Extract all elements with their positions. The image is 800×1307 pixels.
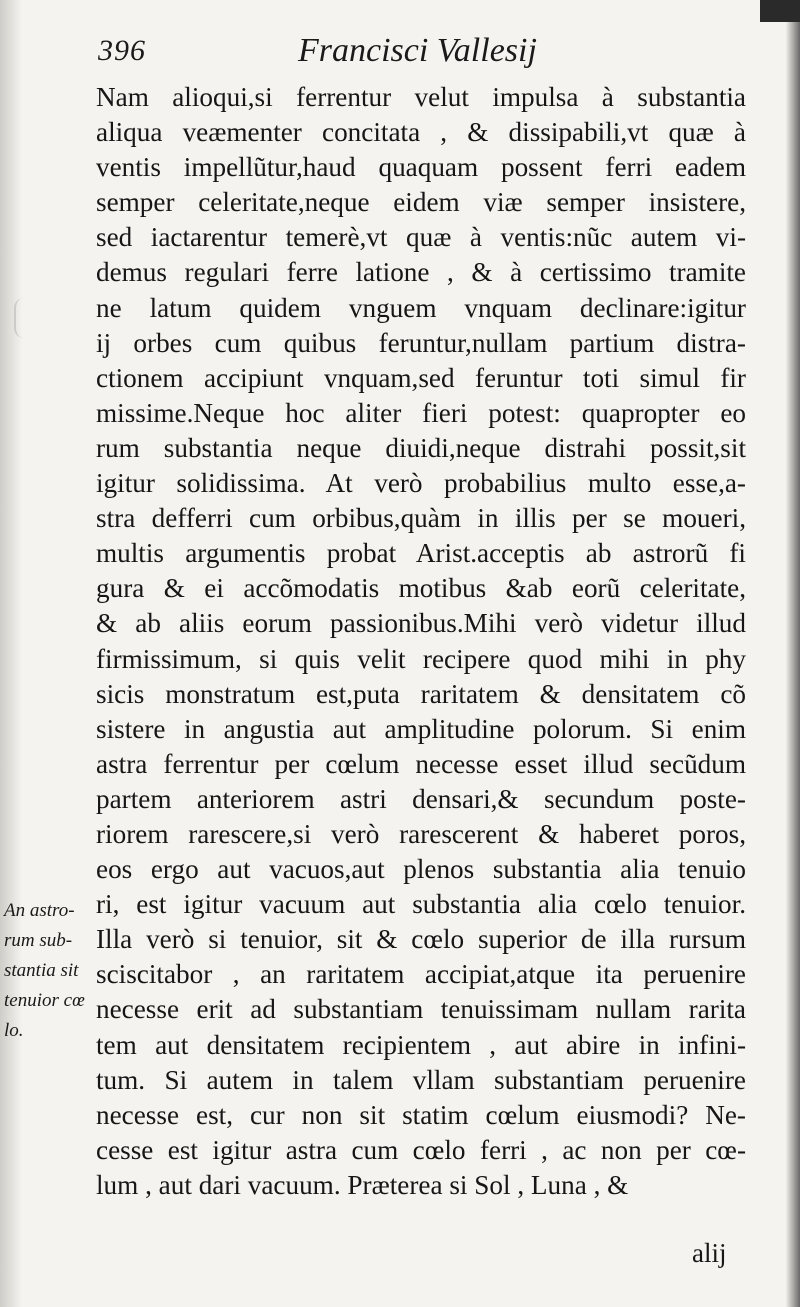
text-line: eos ergo aut vacuos,aut plenos substantia alia tenuio bbox=[96, 854, 746, 885]
text-line: semper celeritate,neque eidem viæ semper insistere, bbox=[96, 187, 746, 218]
marginal-note-line: lo. bbox=[4, 1020, 24, 1041]
text-line: sistere in angustia aut amplitudine polorum. Si enim bbox=[96, 713, 746, 744]
text-line: tem aut densitatem recipientem , aut abire in infini- bbox=[96, 1029, 746, 1060]
page-number: 396 bbox=[98, 34, 146, 67]
text-line: riorem rarescere,si verò rarescerent & haberet poros, bbox=[96, 818, 746, 849]
text-line: Illa verò si tenuior, sit & cœlo superior de illa rursum bbox=[96, 924, 746, 955]
catchword: alij bbox=[692, 1238, 727, 1268]
page-header bbox=[98, 26, 738, 76]
text-line: ventis impellũtur,haud quaquam possent ferri eadem bbox=[96, 152, 746, 183]
text-line: tum. Si autem in talem vllam substantiam peruenire bbox=[96, 1064, 746, 1095]
marginal-note-line: An astro- bbox=[4, 900, 75, 921]
running-head: Francisci Vallesij bbox=[298, 32, 537, 69]
text-line: ne latum quidem vnguem vnquam declinare:igitur bbox=[96, 292, 746, 323]
text-line: cesse est igitur astra cum cœlo ferri , ac non per cœ- bbox=[96, 1134, 746, 1165]
page-corner bbox=[760, 0, 800, 22]
body-text bbox=[96, 80, 746, 1203]
marginal-note-line: tenuior cœ bbox=[4, 990, 85, 1011]
marginal-note-line: stantia sit bbox=[4, 960, 79, 981]
text-line: lum , aut dari vacuum. Præterea si Sol , Luna , & bbox=[96, 1169, 629, 1200]
text-line: Nam alioqui,si ferrentur velut impulsa à substantia bbox=[96, 82, 746, 112]
text-line: sed iactarentur temerè,vt quæ à ventis:nũc autem vi- bbox=[96, 222, 746, 253]
page-edge bbox=[786, 0, 800, 1307]
text-line: ri, est igitur vacuum aut substantia alia cœlo tenuior. bbox=[96, 889, 746, 920]
text-line: rum substantia neque diuidi,neque distrahi possit,sit bbox=[96, 432, 746, 463]
text-line: gura & ei accõmodatis motibus &ab eorũ celeritate, bbox=[96, 573, 746, 604]
marginal-note bbox=[4, 896, 96, 1046]
marginal-note-line: rum sub- bbox=[4, 930, 73, 951]
text-line: ctionem accipiunt vnquam,sed feruntur toti simul fir bbox=[96, 362, 746, 393]
text-line: demus regulari ferre latione , & à certissimo tramite bbox=[96, 257, 746, 288]
text-line: igitur solidissima. At verò probabilius multo esse,a- bbox=[96, 468, 746, 499]
text-line: sicis monstratum est,puta raritatem & densitatem cõ bbox=[96, 678, 746, 709]
text-line: necesse est, cur non sit statim cœlum eiusmodi? Ne- bbox=[96, 1099, 746, 1130]
spine-shadow bbox=[0, 0, 22, 1307]
text-line: missime.Neque hoc aliter fieri potest: quapropter eo bbox=[96, 397, 746, 428]
text-line: multis argumentis probat Arist.acceptis ab astrorũ fi bbox=[96, 538, 746, 569]
text-line: & ab aliis eorum passionibus.Mihi verò videtur illud bbox=[96, 608, 746, 639]
text-line: necesse erit ad substantiam tenuissimam nullam rarita bbox=[96, 994, 746, 1025]
text-line: stra defferri cum orbibus,quàm in illis per se moueri, bbox=[96, 503, 746, 534]
text-line: ij orbes cum quibus feruntur,nullam partium distra- bbox=[96, 327, 746, 358]
text-line: partem anteriorem astri densari,& secundum poste- bbox=[96, 783, 746, 814]
text-line: firmissimum, si quis velit recipere quod mihi in phy bbox=[96, 643, 746, 674]
text-line: sciscitabor , an raritatem accipiat,atque ita peruenire bbox=[96, 959, 746, 990]
text-line: aliqua veæmenter concitata , & dissipabili,vt quæ à bbox=[96, 117, 746, 148]
text-line: astra ferrentur per cœlum necesse esset illud secũdum bbox=[96, 748, 746, 779]
bleed-through-mark bbox=[14, 298, 46, 338]
